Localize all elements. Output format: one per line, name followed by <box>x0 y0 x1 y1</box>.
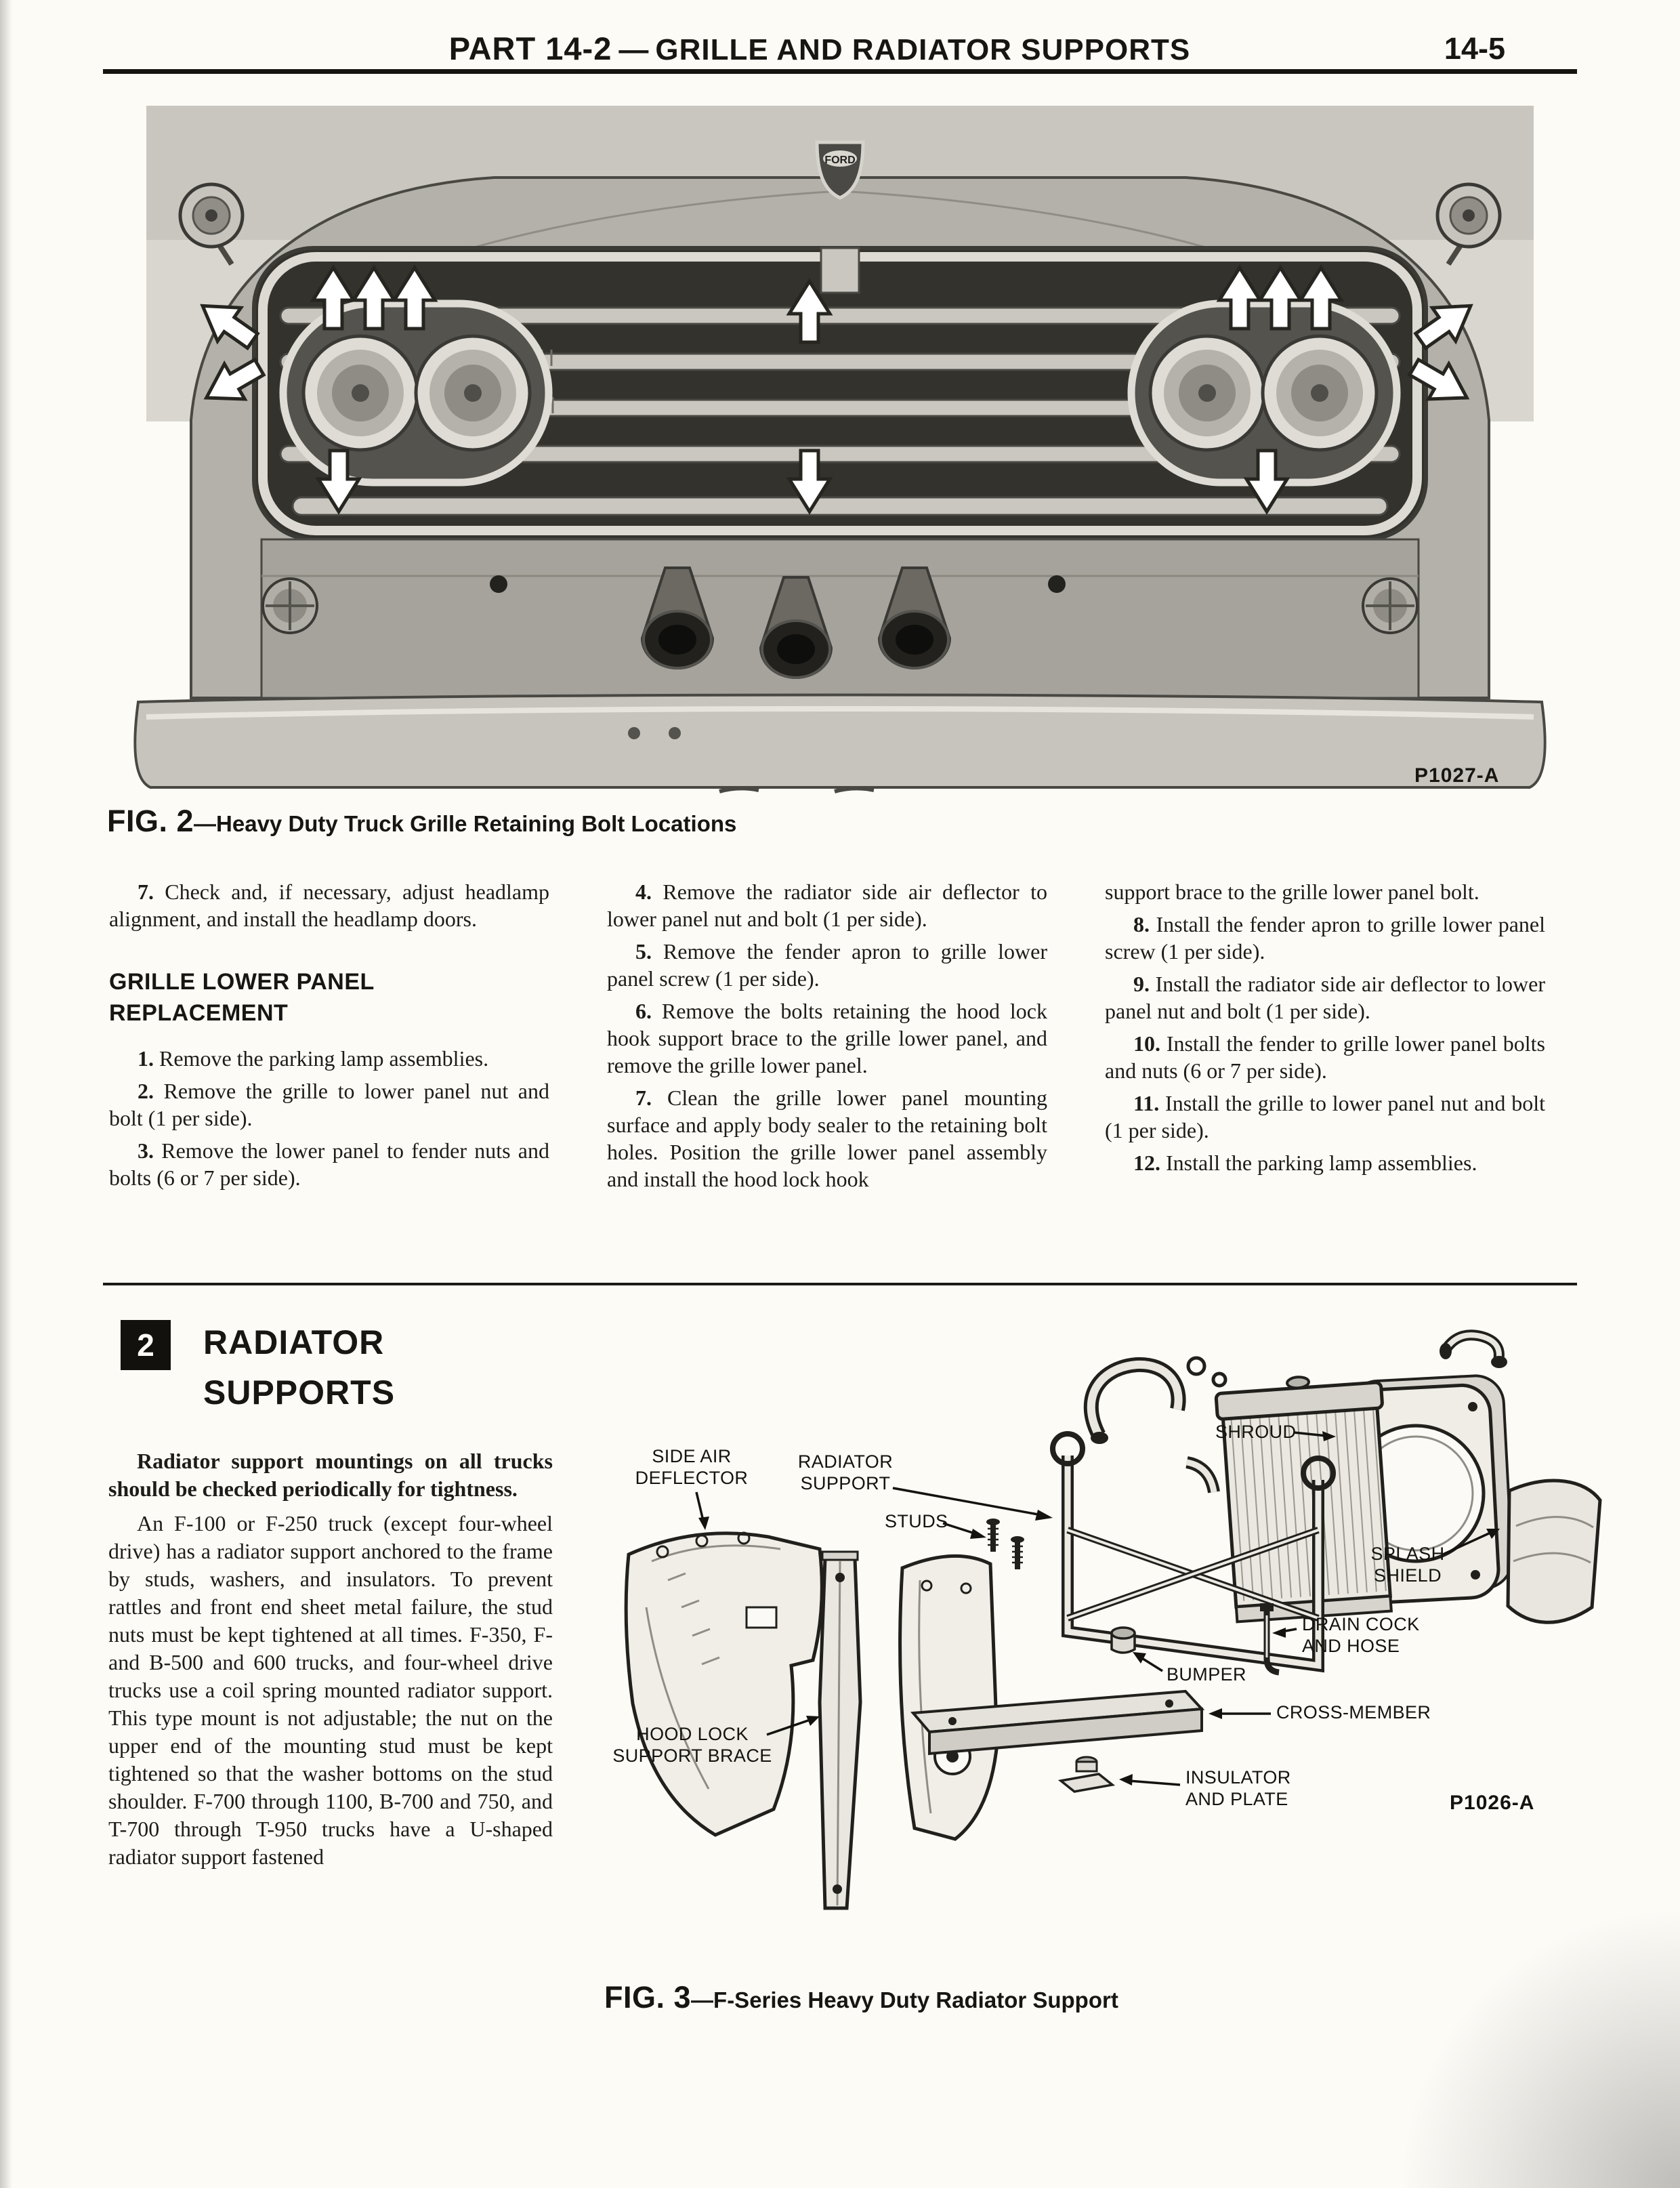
label-shroud: SHROUD <box>1215 1422 1297 1442</box>
header-dash: — <box>618 33 649 66</box>
side-air-deflector-part <box>626 1533 822 1835</box>
front-bumper <box>135 695 1545 792</box>
column-3 <box>1105 873 1545 1193</box>
figure3-code: P1026-A <box>1450 1792 1535 1814</box>
step-6 <box>607 997 1047 1079</box>
step-4 <box>607 878 1047 932</box>
figure3-caption-text: —F-Series Heavy Duty Radiator Support <box>691 1987 1118 2012</box>
step-7-continued <box>1105 878 1545 905</box>
studs-part <box>986 1519 1024 1569</box>
figure2-caption-text: —Heavy Duty Truck Grille Retaining Bolt Locations <box>194 811 737 836</box>
step-text: Install the radiator side air deflector to lower panel nut and bolt (1 per side). <box>1105 972 1546 1023</box>
insulator-pl ate-part <box>1061 1757 1112 1792</box>
step-12 <box>1105 1149 1545 1176</box>
section-number-badge: 2 <box>121 1320 171 1370</box>
radiator-intro: Radiator support mountings on all trucks should be checked periodically for tightness. <box>108 1449 553 1501</box>
label-bumper: BUMPER <box>1167 1664 1246 1685</box>
step-text: Remove the parking lamp assemblies. <box>159 1046 489 1071</box>
step-10 <box>1105 1030 1545 1084</box>
step-number: 8. <box>1133 912 1150 936</box>
fender-apron-part <box>900 1556 997 1839</box>
step-text: support brace to the grille lower panel bolt. <box>1105 880 1479 904</box>
step-number: 4. <box>635 880 652 904</box>
step-number: 12. <box>1133 1151 1160 1175</box>
figure-radiator-support <box>587 1323 1605 2003</box>
label-insulator-2: AND PLATE <box>1185 1789 1288 1809</box>
label-insulator-1: INSULATOR <box>1185 1767 1291 1788</box>
label-studs: STUDS <box>885 1511 948 1531</box>
figure-grille <box>115 102 1565 801</box>
step-text: Remove the radiator side air deflector to lower panel nut and bolt (1 per side). <box>607 880 1048 931</box>
step-number: 6. <box>635 999 652 1023</box>
label-radiator-support-1: RADIATOR <box>797 1451 894 1472</box>
column-2 <box>607 873 1047 1193</box>
grille-lower-panel <box>261 539 1419 698</box>
radiator-body: An F-100 or F-250 truck (except four-wheel drive) has a radiator support anchored to the frame by studs, washers, and insulators. To prevent rattles and front end sheet metal failure, the stud nuts must be kept tightened at all times. F-350, F- and B-500 and 600 trucks, and four-wheel drive trucks use a coil spring mounted radiator support. This type mount is not adjustable; the nut on the upper end of the mounting stud must be kept tightened so that the washer bottoms on the stud shoulder. F-700 through 1100, B-700 and 750, and T-700 through T-950 trucks have a U-shaped radiator support fastened <box>108 1511 553 1869</box>
splash-shield-part <box>1508 1481 1600 1622</box>
hose-elbow-parts <box>1440 1335 1507 1368</box>
step-text: Remove the bolts retaining the hood lock hook support brace to the grille lower panel, and remove the grille lower panel. <box>607 999 1048 1077</box>
step-number: 9. <box>1133 972 1150 996</box>
header-rule <box>103 69 1577 74</box>
page-number: 14-5 <box>1444 31 1505 66</box>
step-2 <box>109 1077 549 1132</box>
step-number: 2. <box>138 1079 154 1103</box>
grille-lower-panel-heading: GRILLE LOWER PANEL REPLACEMENT <box>109 969 375 1026</box>
step-number: 3. <box>138 1138 154 1163</box>
step-number: 5. <box>635 939 652 964</box>
bumper-part <box>1112 1628 1135 1653</box>
chapter-title: GRILLE AND RADIATOR SUPPORTS <box>655 33 1191 66</box>
section-title: RADIATOR SUPPORTS <box>203 1323 396 1411</box>
step-text: Install the parking lamp assemblies. <box>1166 1151 1477 1175</box>
step-text: Remove the grille to lower panel nut and bolt (1 per side). <box>109 1079 550 1130</box>
section-divider-rule <box>103 1283 1577 1285</box>
radiator-supports-text <box>108 1441 553 1871</box>
emblem-right <box>1363 579 1417 633</box>
figure2-caption <box>107 804 736 839</box>
label-drain-1: DRAIN COCK <box>1302 1614 1420 1634</box>
label-hood-lock-2: SUPPORT BRACE <box>612 1746 772 1766</box>
column-1 <box>109 873 549 1193</box>
figure2-code: P1027-A <box>1414 764 1500 787</box>
step-1 <box>109 1045 549 1072</box>
step-text: Check and, if necessary, adjust headlamp alignment, and install the headlamp doors. <box>109 880 550 931</box>
figure3-tag: FIG. 3 <box>604 1980 692 2015</box>
label-splash-2: SHIELD <box>1374 1565 1442 1586</box>
figure3-caption <box>604 1980 1118 2015</box>
procedure-columns <box>109 873 1545 1193</box>
radiator-hose-part <box>1091 1358 1225 1492</box>
label-side-air-2: DEFLECTOR <box>635 1468 749 1488</box>
radiator-part <box>1215 1371 1397 1622</box>
step-7-clean <box>607 1084 1047 1193</box>
emblem-left <box>263 579 317 633</box>
step-11 <box>1105 1090 1545 1144</box>
page-header <box>102 30 1585 67</box>
step-5 <box>607 938 1047 992</box>
step-number: 10. <box>1133 1031 1160 1056</box>
label-drain-2: AND HOSE <box>1302 1636 1400 1656</box>
step-text: Remove the fender apron to grille lower panel screw (1 per side). <box>607 939 1048 991</box>
step-8 <box>1105 911 1545 965</box>
radiator-support-illustration <box>587 1323 1605 2003</box>
step-number: 7. <box>138 880 154 904</box>
label-radiator-support-2: SUPPORT <box>800 1473 891 1493</box>
hood-lock-brace-part <box>820 1552 860 1908</box>
step-9 <box>1105 970 1545 1025</box>
step-text: Clean the grille lower panel mounting surface and apply body sealer to the retaining bolt holes. Position the grille lower panel assembly and install the hood lock hook <box>607 1086 1047 1191</box>
grille-illustration <box>115 102 1565 801</box>
step-text: Install the fender apron to grille lower panel screw (1 per side). <box>1105 912 1546 964</box>
step-text: Install the fender to grille lower panel bolts and nuts (6 or 7 per side). <box>1105 1031 1546 1083</box>
step-text: Install the grille to lower panel nut and bolt (1 per side). <box>1105 1091 1546 1142</box>
ford-badge-text: FORD <box>824 154 856 166</box>
label-cross-member: CROSS-MEMBER <box>1276 1702 1431 1722</box>
figure2-tag: FIG. 2 <box>107 804 194 838</box>
part-number: PART 14-2 <box>448 30 612 66</box>
step-number: 11. <box>1133 1091 1160 1115</box>
headlamp-pod-left <box>283 304 549 482</box>
step-number: 1. <box>138 1046 154 1071</box>
step-text: Remove the lower panel to fender nuts and bolts (6 or 7 per side). <box>109 1138 550 1190</box>
label-splash-1: SPLASH <box>1370 1544 1445 1564</box>
step-3 <box>109 1137 549 1191</box>
step-number: 7. <box>635 1086 652 1110</box>
label-side-air-1: SIDE AIR <box>652 1446 732 1466</box>
label-hood-lock-1: HOOD LOCK <box>636 1724 749 1744</box>
step-7-check <box>109 878 549 932</box>
